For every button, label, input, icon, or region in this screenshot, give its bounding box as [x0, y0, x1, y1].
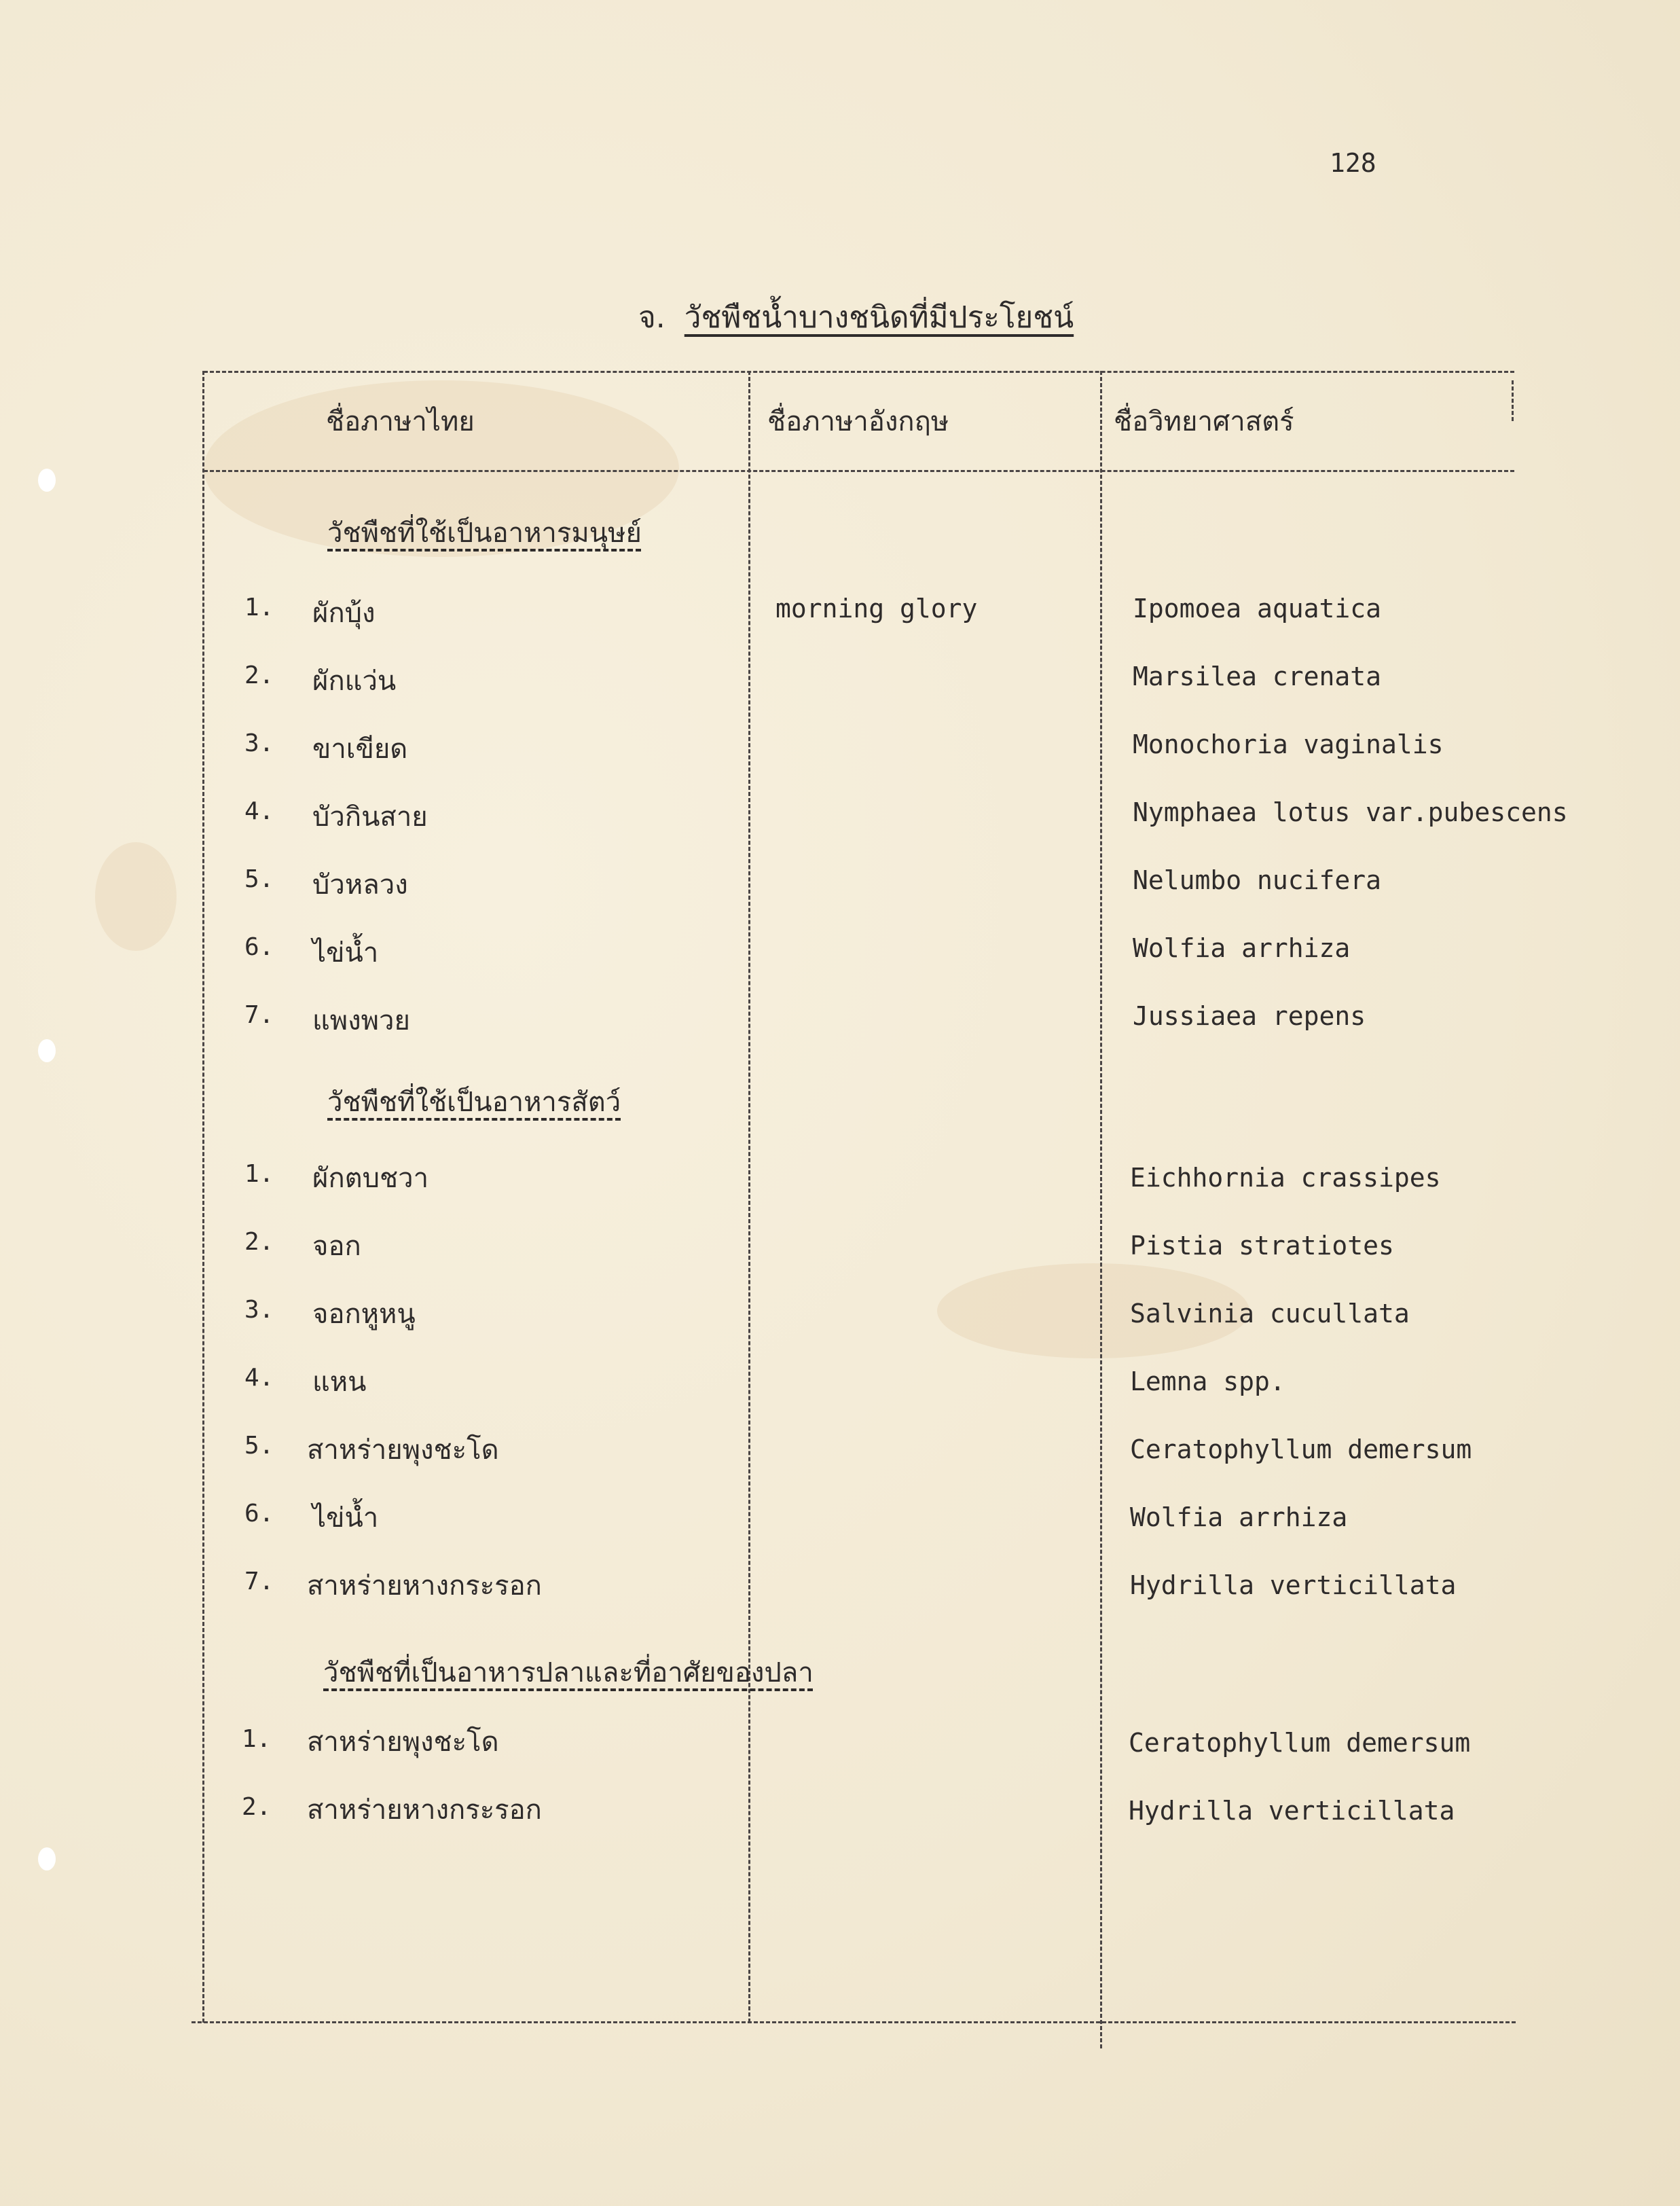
- row-number: 5.: [244, 1432, 274, 1460]
- section-heading-animal-feed: วัชพืชที่ใช้เป็นอาหารสัตว์: [327, 1087, 621, 1118]
- thai-name: ขาเขียด: [312, 734, 408, 765]
- title-text: วัชพืชน้ำบางชนิดที่มีประโยชน์: [684, 300, 1074, 335]
- punch-hole: [38, 469, 56, 492]
- row-number: 6.: [244, 1500, 274, 1527]
- scientific-name: Hydrilla verticillata: [1129, 1796, 1455, 1826]
- scientific-name: Wolfia arrhiza: [1133, 933, 1351, 963]
- thai-name: ผักตบชวา: [312, 1163, 429, 1194]
- table-left-border: [202, 371, 204, 2023]
- thai-name: สาหร่ายหางกระรอก: [307, 1794, 542, 1826]
- header-thai-name: ชื่อภาษาไทย: [326, 406, 475, 437]
- section-heading-fish-food-habitat: วัชพืชที่เป็นอาหารปลาและที่อาศัยของปลา: [323, 1657, 814, 1688]
- thai-name: ไข่น้ำ: [312, 937, 379, 969]
- scientific-name: Monochoria vaginalis: [1133, 729, 1444, 759]
- page-number: 128: [1330, 148, 1376, 178]
- table-top-rule: [204, 371, 1514, 373]
- row-number: 3.: [244, 1296, 274, 1324]
- header-english-name: ชื่อภาษาอังกฤษ: [767, 406, 949, 437]
- header-scientific-name: ชื่อวิทยาศาสตร์: [1114, 406, 1294, 437]
- row-number: 1.: [244, 1160, 274, 1188]
- punch-hole: [38, 1039, 56, 1062]
- thai-name: ผักแว่น: [312, 666, 397, 697]
- row-number: 2.: [244, 662, 274, 689]
- thai-name: จอก: [312, 1231, 361, 1262]
- row-number: 1.: [242, 1725, 272, 1753]
- thai-name: แหน: [312, 1367, 367, 1398]
- table-right-border: [1512, 380, 1514, 421]
- scientific-name: Jussiaea repens: [1133, 1001, 1366, 1031]
- row-number: 6.: [244, 933, 274, 961]
- column-divider: [748, 371, 750, 2023]
- scientific-name: Ceratophyllum demersum: [1130, 1434, 1472, 1464]
- row-number: 3.: [244, 729, 274, 757]
- table-bottom-rule: [191, 2021, 1516, 2023]
- row-number: 4.: [244, 1364, 274, 1392]
- row-number: 5.: [244, 865, 274, 893]
- thai-name: สาหร่ายหางกระรอก: [307, 1570, 542, 1602]
- scientific-name: Ipomoea aquatica: [1133, 594, 1382, 623]
- paper-stain: [95, 842, 177, 951]
- thai-name: ไข่น้ำ: [312, 1502, 379, 1534]
- table-header-rule: [204, 470, 1514, 472]
- punch-hole: [38, 1847, 56, 1870]
- thai-name: บัวหลวง: [312, 869, 408, 901]
- scientific-name: Salvinia cucullata: [1130, 1299, 1410, 1328]
- scientific-name: Nymphaea lotus var.pubescens: [1133, 797, 1568, 827]
- scientific-name: Ceratophyllum demersum: [1129, 1728, 1471, 1758]
- section-heading-human-food: วัชพืชที่ใช้เป็นอาหารมนุษย์: [327, 518, 642, 549]
- thai-name: สาหร่ายพุงชะโด: [307, 1726, 499, 1758]
- row-number: 2.: [244, 1228, 274, 1256]
- thai-name: จอกหูหนู: [312, 1299, 416, 1330]
- document-title: [638, 293, 1074, 341]
- row-number: 2.: [242, 1793, 272, 1821]
- scientific-name: Pistia stratiotes: [1130, 1231, 1394, 1261]
- scientific-name: Lemna spp.: [1130, 1367, 1285, 1396]
- scientific-name: Eichhornia crassipes: [1130, 1163, 1441, 1193]
- row-number: 7.: [244, 1568, 274, 1595]
- scientific-name: Wolfia arrhiza: [1130, 1502, 1348, 1532]
- title-prefix: จ.: [638, 300, 665, 335]
- row-number: 7.: [244, 1001, 274, 1029]
- scientific-name: Nelumbo nucifera: [1133, 865, 1382, 895]
- thai-name: สาหร่ายพุงชะโด: [307, 1434, 499, 1466]
- scientific-name: Marsilea crenata: [1133, 662, 1382, 691]
- scientific-name: Hydrilla verticillata: [1130, 1570, 1457, 1600]
- thai-name: ผักบุ้ง: [312, 598, 376, 629]
- row-number: 4.: [244, 797, 274, 825]
- thai-name: บัวกินสาย: [312, 801, 428, 833]
- column-divider: [1100, 371, 1102, 2048]
- row-number: 1.: [244, 594, 274, 621]
- thai-name: แพงพวย: [312, 1005, 410, 1036]
- english-name: morning glory: [775, 594, 978, 623]
